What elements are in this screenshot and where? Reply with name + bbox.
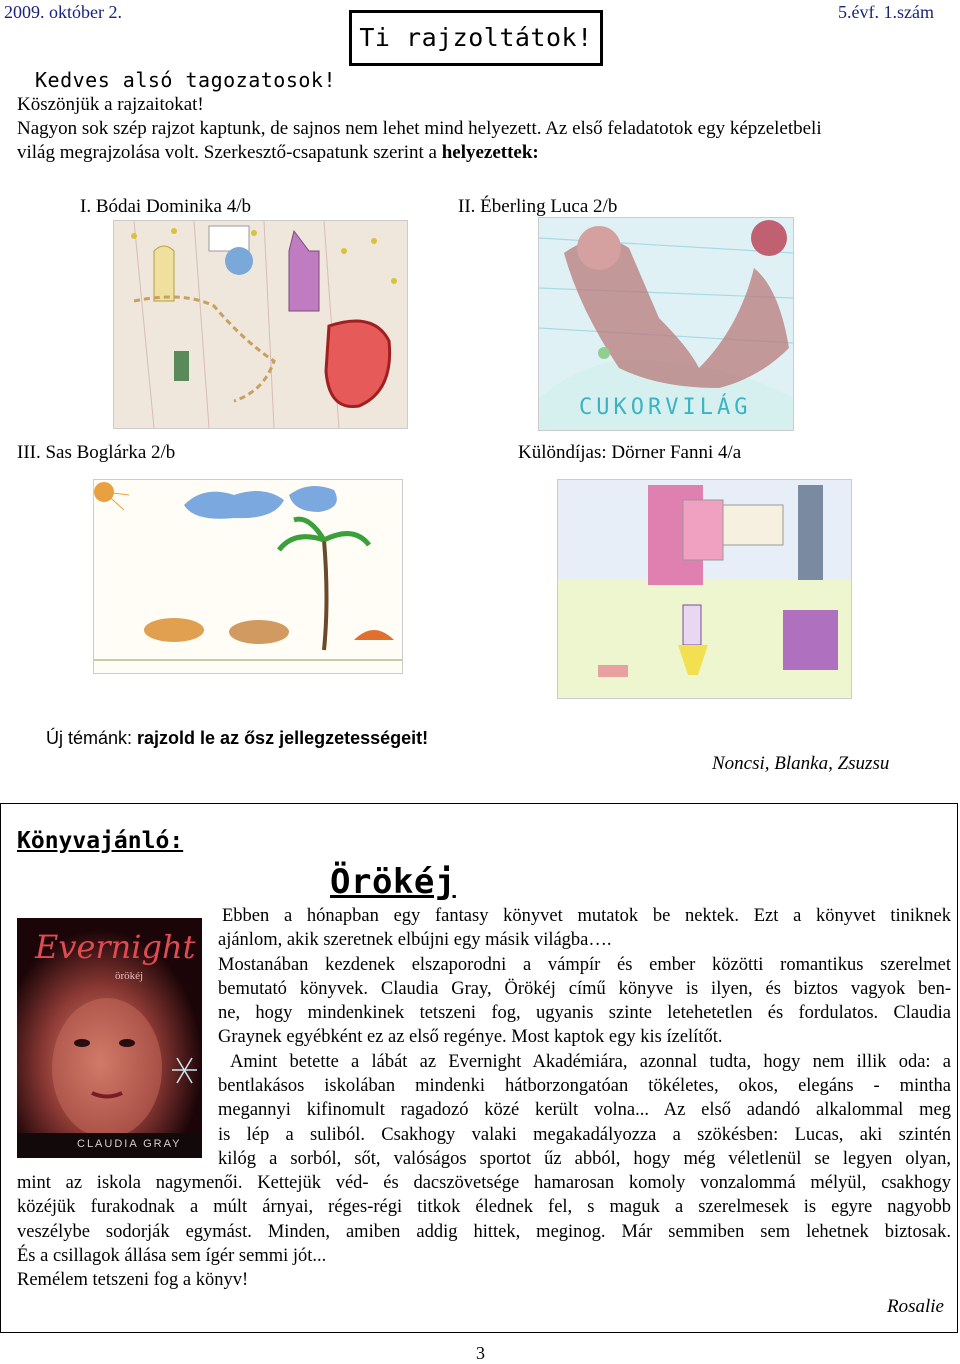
book-text-column (218, 904, 951, 1171)
page-number: 3 (476, 1343, 485, 1363)
drawing-first-place-art (114, 221, 407, 428)
signature-editors: Noncsi, Blanka, Zsuzsu (712, 753, 890, 774)
p2-line4: Graynek egyébként ez az első regénye. Most kaptok egy kis ízelítőt. (218, 1027, 723, 1048)
cover-author: CLAUDIA GRAY (77, 1138, 182, 1150)
p2-line1: Mostanában kezdenek elszaporodni a vámpír és ember közötti romantikus szerelmet (218, 954, 951, 975)
p1-line1: Ebben a hónapban egy fantasy könyvet mutatok be nektek. Ezt a könyvet tiniknek (222, 906, 951, 926)
third-place-caption: III. Sas Boglárka 2/b (17, 442, 176, 463)
issue-number: 5.évf. 1.szám (838, 2, 934, 22)
second-place-caption: II. Éberling Luca 2/b (458, 196, 618, 217)
p3-line1: Amint betette a lábát az Evernight Akadémiára, azonnal tudta, hogy nem illik oda: a (230, 1051, 951, 1072)
drawing-second-place (538, 217, 794, 431)
p2-line2: bemutató könyvek. Claudia Gray, Örökéj című könyve is ilyen, és biztos vagyok ben- (218, 978, 951, 999)
drawing-third-place (93, 479, 403, 674)
new-topic-label: Új témánk: (46, 728, 138, 748)
signature-reviewer: Rosalie (887, 1296, 944, 1317)
book-text-full (17, 1171, 951, 1292)
p3-line9: És a csillagok állása sem ígér semmi jót... (17, 1245, 327, 1266)
first-place-caption: I. Bódai Dominika 4/b (80, 196, 251, 217)
intro-line-3-text: világ megrajzolása volt. Szerkesztő-csapatunk szerint a (17, 142, 442, 163)
drawing-second-place-label: CUKORVILÁG (579, 395, 752, 420)
placed-label: helyezettek: (441, 142, 539, 163)
drawing-first-place (113, 220, 408, 429)
drawing-third-place-art (94, 480, 402, 673)
p3-line4: is lép a suliból. Csakhogy valaki megakadályozza a szökésben: Lucas, aki szintén (218, 1124, 951, 1145)
cover-subtitle: örökéj (115, 970, 144, 982)
p3-line2: bentlakásos iskolában mindenki hátborzongatóan tökéletes, okos, elegáns - mintha (218, 1076, 951, 1097)
intro-line-1: Köszönjük a rajzaitokat! (17, 94, 204, 115)
book-title: Örökéj (330, 862, 456, 902)
section-title: Könyvajánló: (17, 828, 184, 854)
special-prize-caption: Különdíjas: Dörner Fanni 4/a (518, 442, 742, 463)
p3-line8: veszélybe sodorják egymást. Minden, amiben addig hittek, meginog. Már semmiben sem lehetnek biztosak. (17, 1221, 951, 1242)
p3-line5: kilóg a sorból, sőt, valóságos sportot űz abból, hogy még véletlenül se legyen olyan, (218, 1148, 951, 1169)
issue-date: 2009. október 2. (4, 2, 122, 22)
p2-line3: ne, hogy mindenkinek tetszeni fog, ugyanis szinte letehetetlen és fordulatos. Claudia (218, 1003, 951, 1024)
p3-line6: mint az iskola nagymenői. Kettejük véd- és dacszövetsége hamarosan komoly vonzalommá mélyül, csakhogy (17, 1173, 951, 1193)
intro-line-3 (17, 142, 539, 164)
closing-line: Remélem tetszeni fog a könyv! (17, 1270, 249, 1291)
new-topic (46, 728, 428, 749)
page-title: Ti rajzoltátok! (349, 10, 603, 66)
intro-line-2: Nagyon sok szép rajzot kaptunk, de sajnos nem lehet mind helyezett. Az első feladatotok egy képzeletbeli (17, 118, 822, 139)
book-cover (17, 918, 202, 1158)
drawing-special-prize (557, 479, 852, 699)
drawing-special-prize-art (558, 480, 851, 698)
p3-line7: közéjük furakodnak a múlt árnyai, réges-régi titkok élednek fel, s maguk a szerelmesek is egyre nagyobb (17, 1197, 951, 1218)
p3-line3: megannyi kifinomult ragadozó közé került volna... Az első adandó alkalommal meg (218, 1100, 951, 1121)
cover-title: Evernight (35, 928, 196, 966)
p1-line2: ajánlom, akik szeretnek elbújni egy másik világba…. (218, 930, 612, 951)
greeting: Kedves alsó tagozatosok! (35, 68, 336, 92)
new-topic-text: rajzold le az ősz jellegzetességeit! (137, 728, 429, 748)
